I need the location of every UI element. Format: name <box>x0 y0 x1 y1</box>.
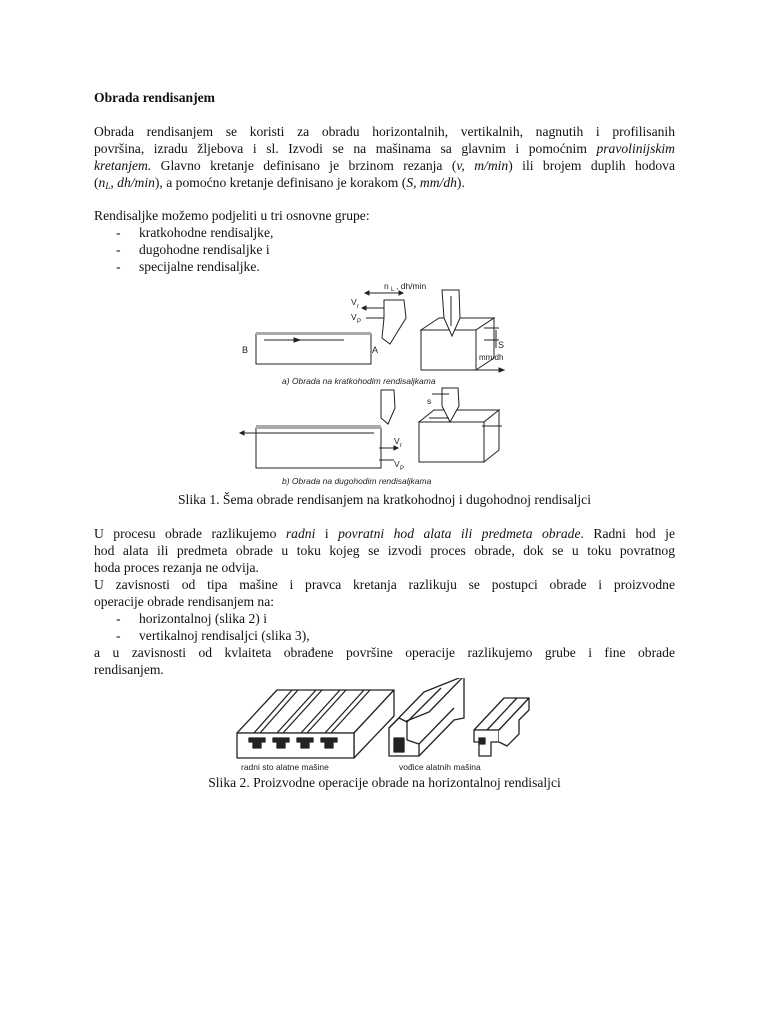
process-line-5: operacije obrade rendisanjem na: <box>94 594 275 609</box>
fig1-s-label: S <box>498 340 505 350</box>
process-line-1: U procesu obrade razlikujemo radni i povratni hod alata ili predmeta obrade. Radni hod je <box>94 526 675 541</box>
intro-line-1: Obrada rendisanjem se koristi za obradu horizontalnih, vertikalnih, nagnutih i profilisanih <box>94 124 675 139</box>
list-item: - dugohodne rendisaljke i <box>116 242 270 257</box>
quality-line-1: a u zavisnosti od kvlaiteta obrađene površine operacije razlikujemo grube i fine obrade <box>94 645 675 660</box>
fig1-caption-b: b) Obrada na dugohodim rendisaljkama <box>282 476 432 486</box>
groups-list <box>94 224 675 275</box>
figure-2-caption: Slika 2. Proizvodne operacije obrade na horizontalnoj rendisaljci <box>208 775 561 790</box>
machine-types-list <box>94 610 675 644</box>
fig1-point-b: B <box>242 345 249 355</box>
list-item: - horizontalnoj (slika 2) i <box>116 611 267 626</box>
intro-line-3: kretanjem. Glavno kretanje definisano je brzinom rezanja (v, m/min) ili brojem duplih hodova <box>94 158 675 173</box>
list-item: - kratkohodne rendisaljke, <box>116 225 274 240</box>
fig1-vr-subscript-b: r <box>400 443 402 449</box>
fig1-s-unit: mm/dh <box>479 353 504 362</box>
process-line-2: hod alata ili predmeta obrade u toku kojeg se izvodi proces obrade, dok se u toku povratnog <box>94 543 675 558</box>
groups-intro: Rendisaljke možemo podjeliti u tri osnovne grupe: <box>94 208 370 223</box>
process-paragraph <box>94 525 675 610</box>
fig1-n-label: n <box>384 281 389 291</box>
quality-paragraph <box>94 644 675 678</box>
figure-2-planing-operations <box>229 678 629 773</box>
fig1-n-unit: , dh/min <box>396 281 427 291</box>
fig1-vp-subscript-b: P <box>400 466 405 472</box>
quality-line-2: rendisanjem. <box>94 662 164 677</box>
document-title: Obrada rendisanjem <box>94 90 215 105</box>
fig1-vp-subscript: P <box>357 319 362 325</box>
process-line-3: hoda proces rezanja ne odvija. <box>94 560 259 575</box>
list-item: - specijalne rendisaljke. <box>116 259 260 274</box>
fig1-vr-label-b: V <box>394 436 400 446</box>
fig1-s2-label: s <box>427 396 432 406</box>
fig1-vp-label: V <box>351 312 357 322</box>
fig1-point-a: A <box>372 345 379 355</box>
fig1-vr-label: V <box>351 297 357 307</box>
fig2-label-guides: vođice alatnih mašina <box>399 762 481 772</box>
figure-1-caption: Slika 1. Šema obrade rendisanjem na kratkohodnoj i dugohodnoj rendisaljci <box>177 492 591 507</box>
fig2-label-table: radni sto alatne mašine <box>241 762 329 772</box>
fig1-caption-a: a) Obrada na kratkohodim rendisaljkama <box>282 376 436 386</box>
figure-1-planing-scheme <box>234 278 514 488</box>
fig1-vr-subscript: r <box>357 304 359 310</box>
intro-line-4: (nL, dh/min), a pomoćno kretanje definisano je korakom (S, mm/dh). <box>94 175 465 191</box>
process-line-4: U zavisnosti od tipa mašine i pravca kretanja razlikuju se postupci obrade i proizvodne <box>94 577 675 592</box>
intro-line-2: površina, izradu žljebova i sl. Izvodi se na mašinama sa glavnim i pomoćnim pravolinijskim <box>94 141 675 156</box>
list-item: - vertikalnoj rendisaljci (slika 3), <box>116 628 310 643</box>
intro-paragraph <box>94 123 675 195</box>
fig1-n-subscript: L <box>391 287 395 293</box>
fig1-vp-label-b: V <box>394 459 400 469</box>
